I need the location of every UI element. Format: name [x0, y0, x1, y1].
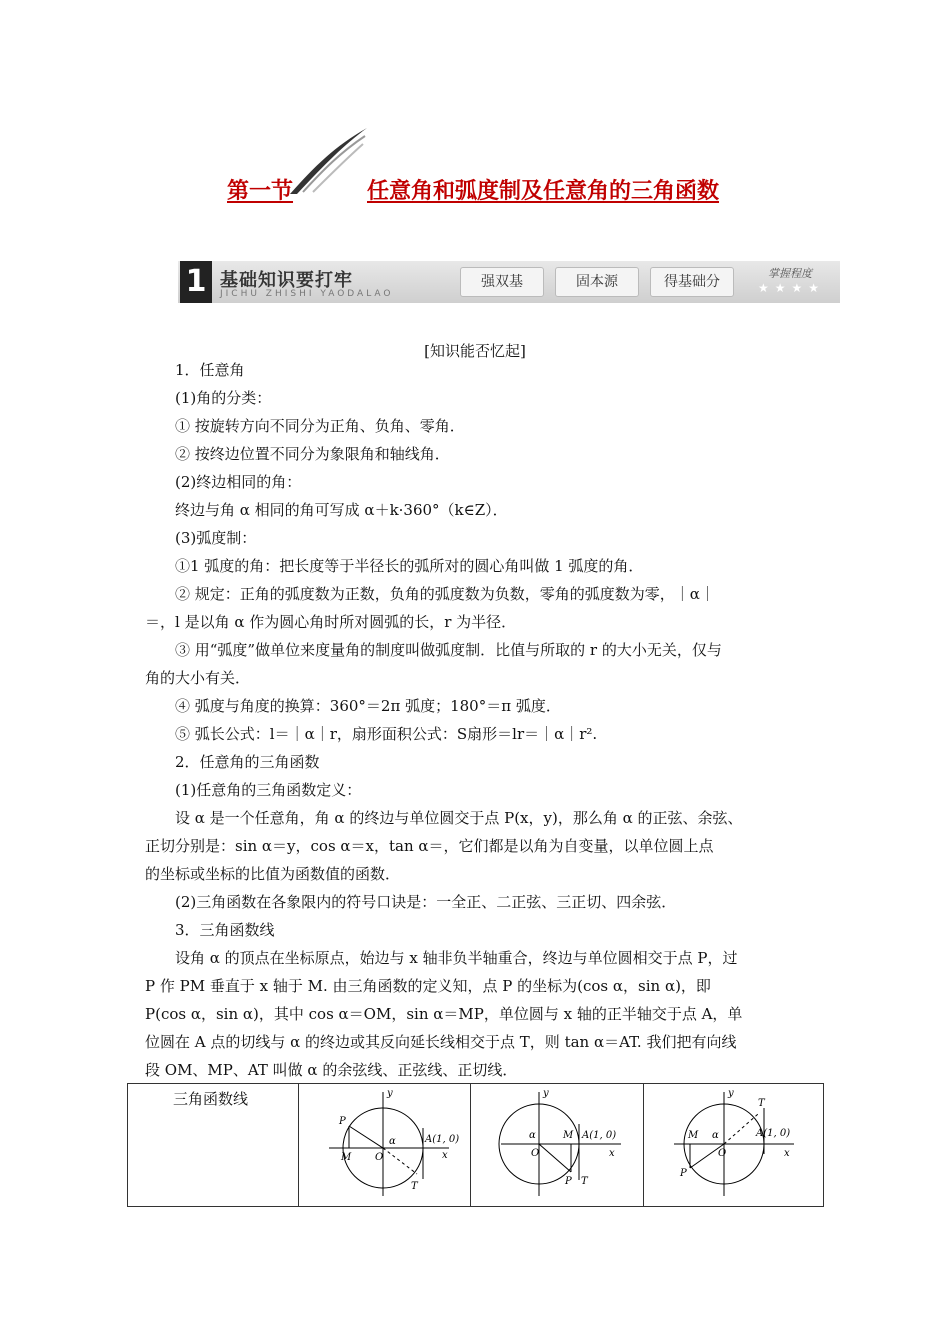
text-line: ①1 弧度的角：把长度等于半径长的弧所对的圆心角叫做 1 弧度的角． [175, 557, 644, 575]
subheading: [知识能否忆起] [424, 342, 526, 360]
fig1-label-o: O [375, 1152, 384, 1163]
fig2-label-p: P [565, 1176, 573, 1187]
text-line: 3．三角函数线 [175, 921, 275, 939]
fig2-label-t: T [581, 1176, 588, 1187]
text-line: 设角 α 的顶点在坐标原点，始边与 x 轴非负半轴重合，终边与单位圆相交于点 P，过 [175, 949, 738, 967]
text-line: P(cos α，sin α)，其中 cos α＝OM，sin α＝MP，单位圆与 x 轴的正半轴交于点 A，单 [145, 1005, 743, 1023]
banner-button-1[interactable]: 强双基 [460, 267, 544, 297]
text-line: ② 按终边位置不同分为象限角和轴线角． [175, 445, 450, 463]
fig3-label-m: M [687, 1130, 698, 1141]
fig2-label-alpha: α [529, 1130, 537, 1141]
fig1-label-m: M [341, 1152, 352, 1163]
text-line: 设 α 是一个任意角，角 α 的终边与单位圆交于点 P(x，y)，那么角 α 的正弦、余弦、 [175, 809, 743, 827]
text-line: 终边与角 α 相同的角可写成 α＋k·360°（k∈Z）． [175, 501, 508, 519]
section-banner [178, 261, 840, 303]
text-line: 1．任意角 [175, 361, 245, 379]
fig2-label-y: y [543, 1088, 549, 1099]
text-line: 段 OM、MP、AT 叫做 α 的余弦线、正弦线、正切线． [145, 1061, 518, 1079]
text-line: ② 规定：正角的弧度数为正数，负角的弧度数为负数，零角的弧度数为零，｜α｜ [175, 585, 715, 603]
fig1-label-t: T [411, 1181, 418, 1192]
banner-button-3[interactable]: 得基础分 [650, 267, 734, 297]
figure-cell-1 [299, 1084, 471, 1207]
section-title: 任意角和弧度制及任意角的三角函数 [367, 179, 720, 204]
text-line: ① 按旋转方向不同分为正角、负角、零角． [175, 417, 465, 435]
fig3-label-alpha: α [711, 1130, 719, 1141]
banner-number: 1 [180, 261, 212, 303]
unit-circle-figure-quadrant-4 [471, 1084, 641, 1202]
fig1-label-x: x [442, 1150, 448, 1161]
fig1-label-y: y [387, 1088, 393, 1099]
text-line: 的坐标或坐标的比值为函数值的函数． [145, 865, 401, 883]
text-line: (1)任意角的三角函数定义： [175, 781, 362, 799]
text-line: 角的大小有关． [145, 669, 251, 687]
unit-circle-figure-quadrant-2 [299, 1084, 469, 1202]
fig3-label-y: y [727, 1088, 734, 1099]
fig2-label-x: x [609, 1148, 615, 1159]
fig3-label-o: O [717, 1148, 726, 1159]
banner-button-2[interactable]: 固本源 [555, 267, 639, 297]
fig3-label-x: x [783, 1148, 790, 1159]
figure-cell-3 [643, 1084, 823, 1207]
unit-circle-figure-quadrant-3 [644, 1084, 822, 1202]
title-swoosh-icon [285, 126, 370, 198]
text-line: (2)终边相同的角： [175, 473, 302, 491]
text-line: ⑤ 弧长公式：l＝｜α｜r，扇形面积公式：S扇形＝lr＝｜α｜r². [175, 725, 598, 743]
text-line: 位圆在 A 点的切线与 α 的终边或其反向延长线相交于点 T，则 tan α＝AT. 我们把有向线 [145, 1033, 737, 1051]
text-line: ④ 弧度与角度的换算：360°＝2π 弧度；180°＝π 弧度． [175, 697, 561, 715]
fig3-label-p: P [679, 1168, 687, 1179]
table-label: 三角函数线 [128, 1084, 299, 1207]
mastery-label: 掌握程度 [768, 267, 812, 280]
fig1-label-alpha: α [389, 1136, 396, 1147]
trig-lines-table [127, 1083, 824, 1207]
text-line: (1)角的分类： [175, 389, 272, 407]
figure-cell-2 [471, 1084, 643, 1207]
fig3-label-t: T [757, 1098, 765, 1109]
fig2-label-a: A(1, 0) [582, 1130, 617, 1141]
text-line: (3)弧度制： [175, 529, 257, 547]
mastery-stars-icon: ★★★★ [758, 281, 826, 295]
banner-title: 基础知识要打牢 [220, 270, 353, 291]
text-line: P 作 PM 垂直于 x 轴于 M. 由三角函数的定义知，点 P 的坐标为(cos α，sin α)，即 [145, 977, 711, 995]
text-line: 正切分别是：sin α＝y，cos α＝x，tan α＝，它们都是以角为自变量，以单位圆上点 [145, 837, 714, 855]
text-line: ＝，l 是以角 α 作为圆心角时所对圆弧的长，r 为半径． [145, 613, 517, 631]
text-line: (2)三角函数在各象限内的符号口诀是：一全正、二正弦、三正切、四余弦． [175, 893, 677, 911]
section-number: 第一节 [227, 179, 294, 204]
fig2-label-m: M [563, 1130, 574, 1141]
fig1-label-p: P [339, 1116, 346, 1127]
text-line: 2．任意角的三角函数 [175, 753, 320, 771]
fig1-label-a: A(1, 0) [425, 1134, 460, 1145]
fig2-label-o: O [531, 1148, 540, 1159]
fig3-label-a: A(1, 0) [755, 1128, 790, 1139]
banner-pinyin: JICHU ZHISHI YAODALAO [220, 289, 394, 299]
text-line: ③ 用“弧度”做单位来度量角的制度叫做弧度制．比值与所取的 r 的大小无关，仅与 [175, 641, 722, 659]
